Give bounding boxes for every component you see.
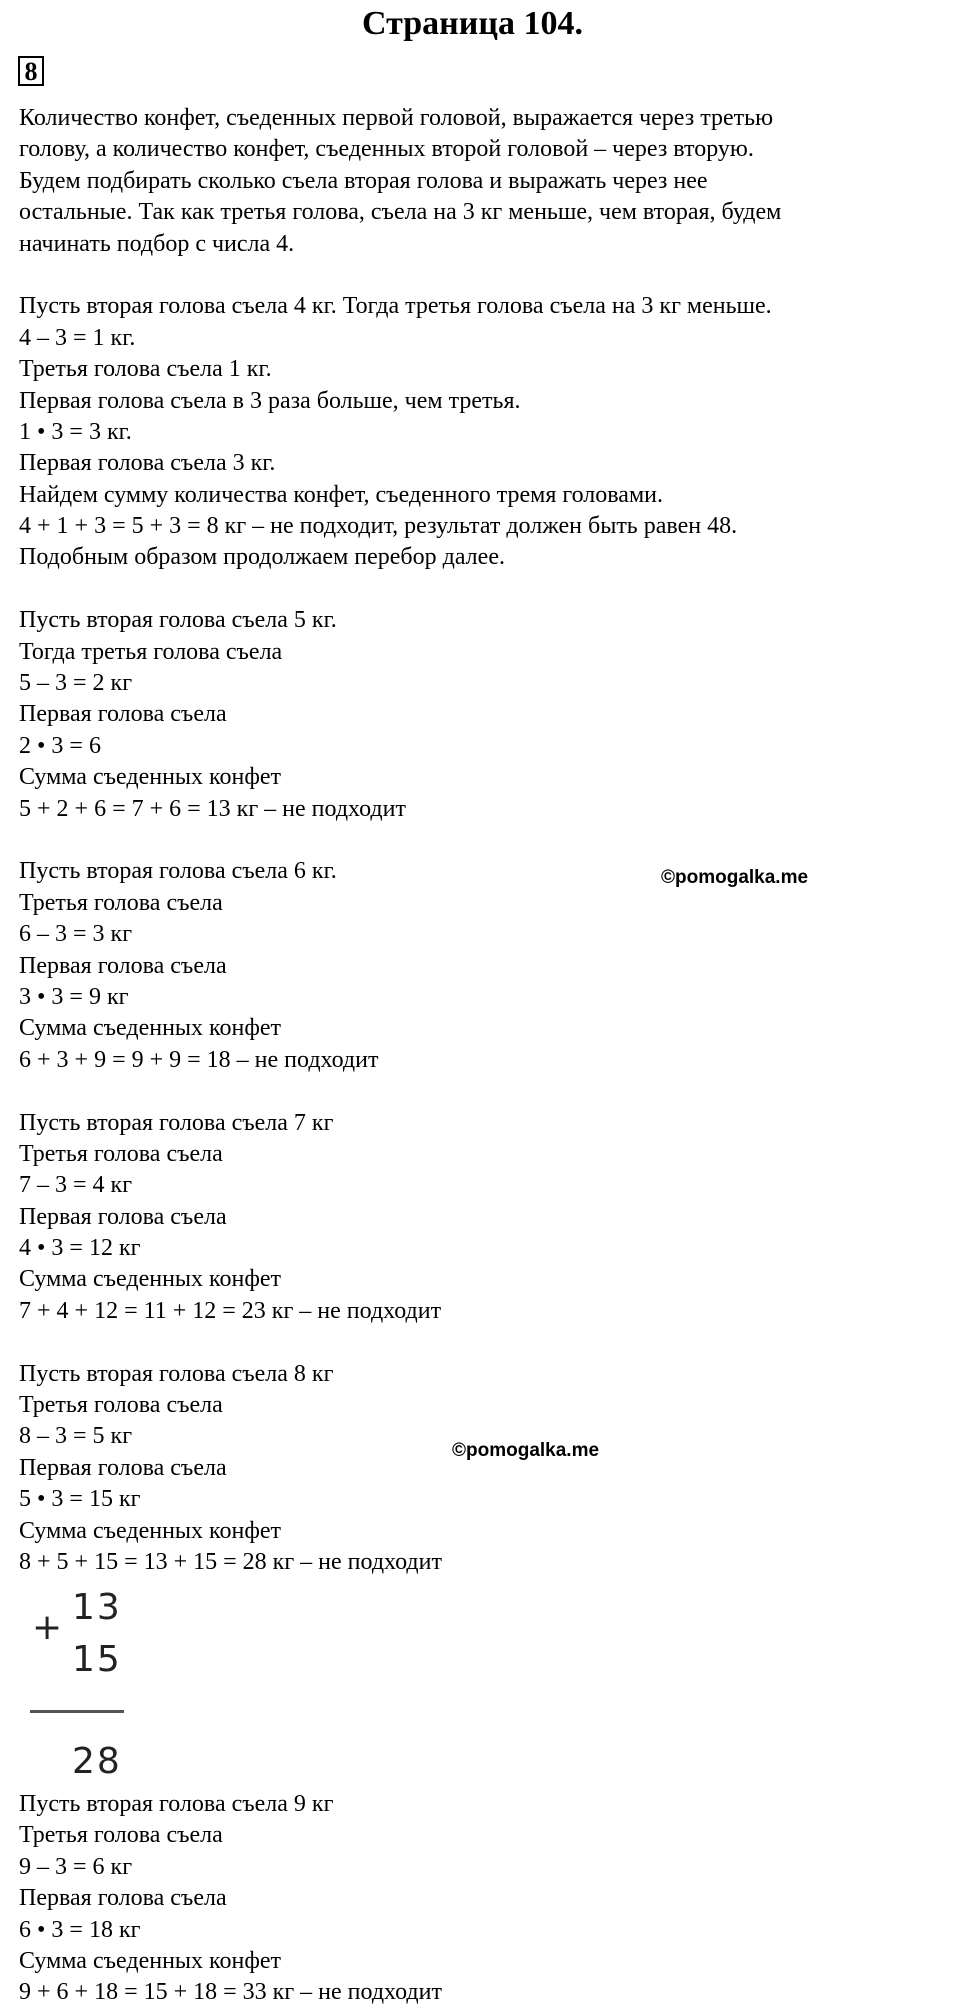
sum-line [30, 1710, 124, 1713]
text-line: Третья голова съела [19, 1822, 223, 1849]
text-line: 2 • 3 = 6 [19, 732, 101, 759]
blank-line [19, 825, 939, 856]
text-line: Первая голова съела в 3 раза больше, чем третья. [19, 387, 521, 414]
text-line: 5 • 3 = 15 кг [19, 1486, 141, 1513]
blank-line [19, 574, 939, 605]
text-line: Первая голова съела [19, 1885, 227, 1912]
text-line: Пусть вторая голова съела 6 кг. [19, 858, 337, 885]
addend-top: 13 [72, 1587, 122, 1628]
text-line: Третья голова съела [19, 1392, 223, 1419]
text-line: Пусть вторая голова съела 7 кг [19, 1109, 334, 1136]
text-line: Сумма съеденных конфет [19, 764, 282, 791]
text-line: 5 – 3 = 2 кг [19, 670, 133, 697]
text-line: Третья голова съела 1 кг. [19, 356, 272, 383]
text-line: 7 + 4 + 12 = 11 + 12 = 23 кг – не подходит [19, 1297, 442, 1324]
text-line: 4 – 3 = 1 кг. [19, 324, 136, 351]
text-line: Сумма съеденных конфет [19, 1015, 282, 1042]
text-line: Первая голова съела [19, 1203, 227, 1230]
text-line: 5 + 2 + 6 = 7 + 6 = 13 кг – не подходит [19, 795, 406, 822]
text-line: 1 • 3 = 3 кг. [19, 418, 132, 445]
watermark: ©pomogalka.me [661, 867, 809, 888]
text-line: Пусть вторая голова съела 5 кг. [19, 607, 337, 634]
text-line: Сумма съеденных конфет [19, 1517, 282, 1544]
column-addition [26, 1586, 136, 1781]
text-line: Пусть вторая голова съела 8 кг [19, 1360, 334, 1387]
text-line: Количество конфет, съеденных первой головой, выражается через третью [19, 105, 774, 131]
text-line: 9 + 6 + 18 = 15 + 18 = 33 кг – не подходит [19, 1979, 442, 2006]
text-line: 6 • 3 = 18 кг [19, 1916, 141, 1943]
text-line: голову, а количество конфет, съеденных второй головой – через вторую. [19, 136, 754, 163]
text-line: 4 + 1 + 3 = 5 + 3 = 8 кг – не подходит, результат должен быть равен 48. [19, 513, 738, 540]
text-line: 3 • 3 = 9 кг [19, 983, 129, 1010]
text-line: остальные. Так как третья голова, съела на 3 кг меньше, чем вторая, будем [19, 199, 782, 226]
text-line: Найдем сумму количества конфет, съеденного тремя головами. [19, 481, 663, 508]
text-line: Третья голова съела [19, 889, 223, 916]
task-number-badge: 8 [18, 56, 44, 86]
text-line: Первая голова съела [19, 952, 227, 979]
text-line: 4 • 3 = 12 кг [19, 1235, 141, 1262]
addend-bottom: 15 [72, 1639, 122, 1680]
text-line: Пусть вторая голова съела 9 кг [19, 1791, 334, 1817]
text-line: 9 – 3 = 6 кг [19, 1853, 133, 1880]
text-line: 6 – 3 = 3 кг [19, 921, 133, 948]
text-line: Будем подбирать сколько съела вторая голова и выражать через нее [19, 167, 708, 194]
text-line: Тогда третья голова съела [19, 638, 283, 665]
plus-sign: + [32, 1607, 63, 1648]
text-line: Третья голова съела [19, 1140, 223, 1167]
blank-line [19, 1327, 939, 1358]
text-line: Пусть вторая голова съела 4 кг. Тогда третья голова съела на 3 кг меньше. [19, 293, 772, 320]
solution-text-continued [19, 1789, 939, 2009]
blank-line [19, 260, 939, 291]
text-line: 8 – 3 = 5 кг [19, 1423, 133, 1450]
watermark: ©pomogalka.me [452, 1440, 600, 1461]
text-line: 8 + 5 + 15 = 13 + 15 = 28 кг – не подходит [19, 1548, 442, 1575]
page-title: Страница 104. [362, 5, 583, 42]
text-line: 6 + 3 + 9 = 9 + 9 = 18 – не подходит [19, 1046, 379, 1073]
text-line: 7 – 3 = 4 кг [19, 1172, 133, 1199]
text-line: Первая голова съела [19, 701, 227, 728]
text-line: Первая голова съела 3 кг. [19, 450, 276, 477]
blank-line [19, 1076, 939, 1107]
text-line: Сумма съеденных конфет [19, 1947, 282, 1974]
text-line: начинать подбор с числа 4. [19, 230, 295, 257]
solution-text [19, 103, 939, 1578]
text-line: Первая голова съела [19, 1454, 227, 1481]
text-line: Сумма съеденных конфет [19, 1266, 282, 1293]
sum-result: 28 [72, 1741, 122, 1782]
text-line: Подобным образом продолжаем перебор далее. [19, 544, 505, 571]
